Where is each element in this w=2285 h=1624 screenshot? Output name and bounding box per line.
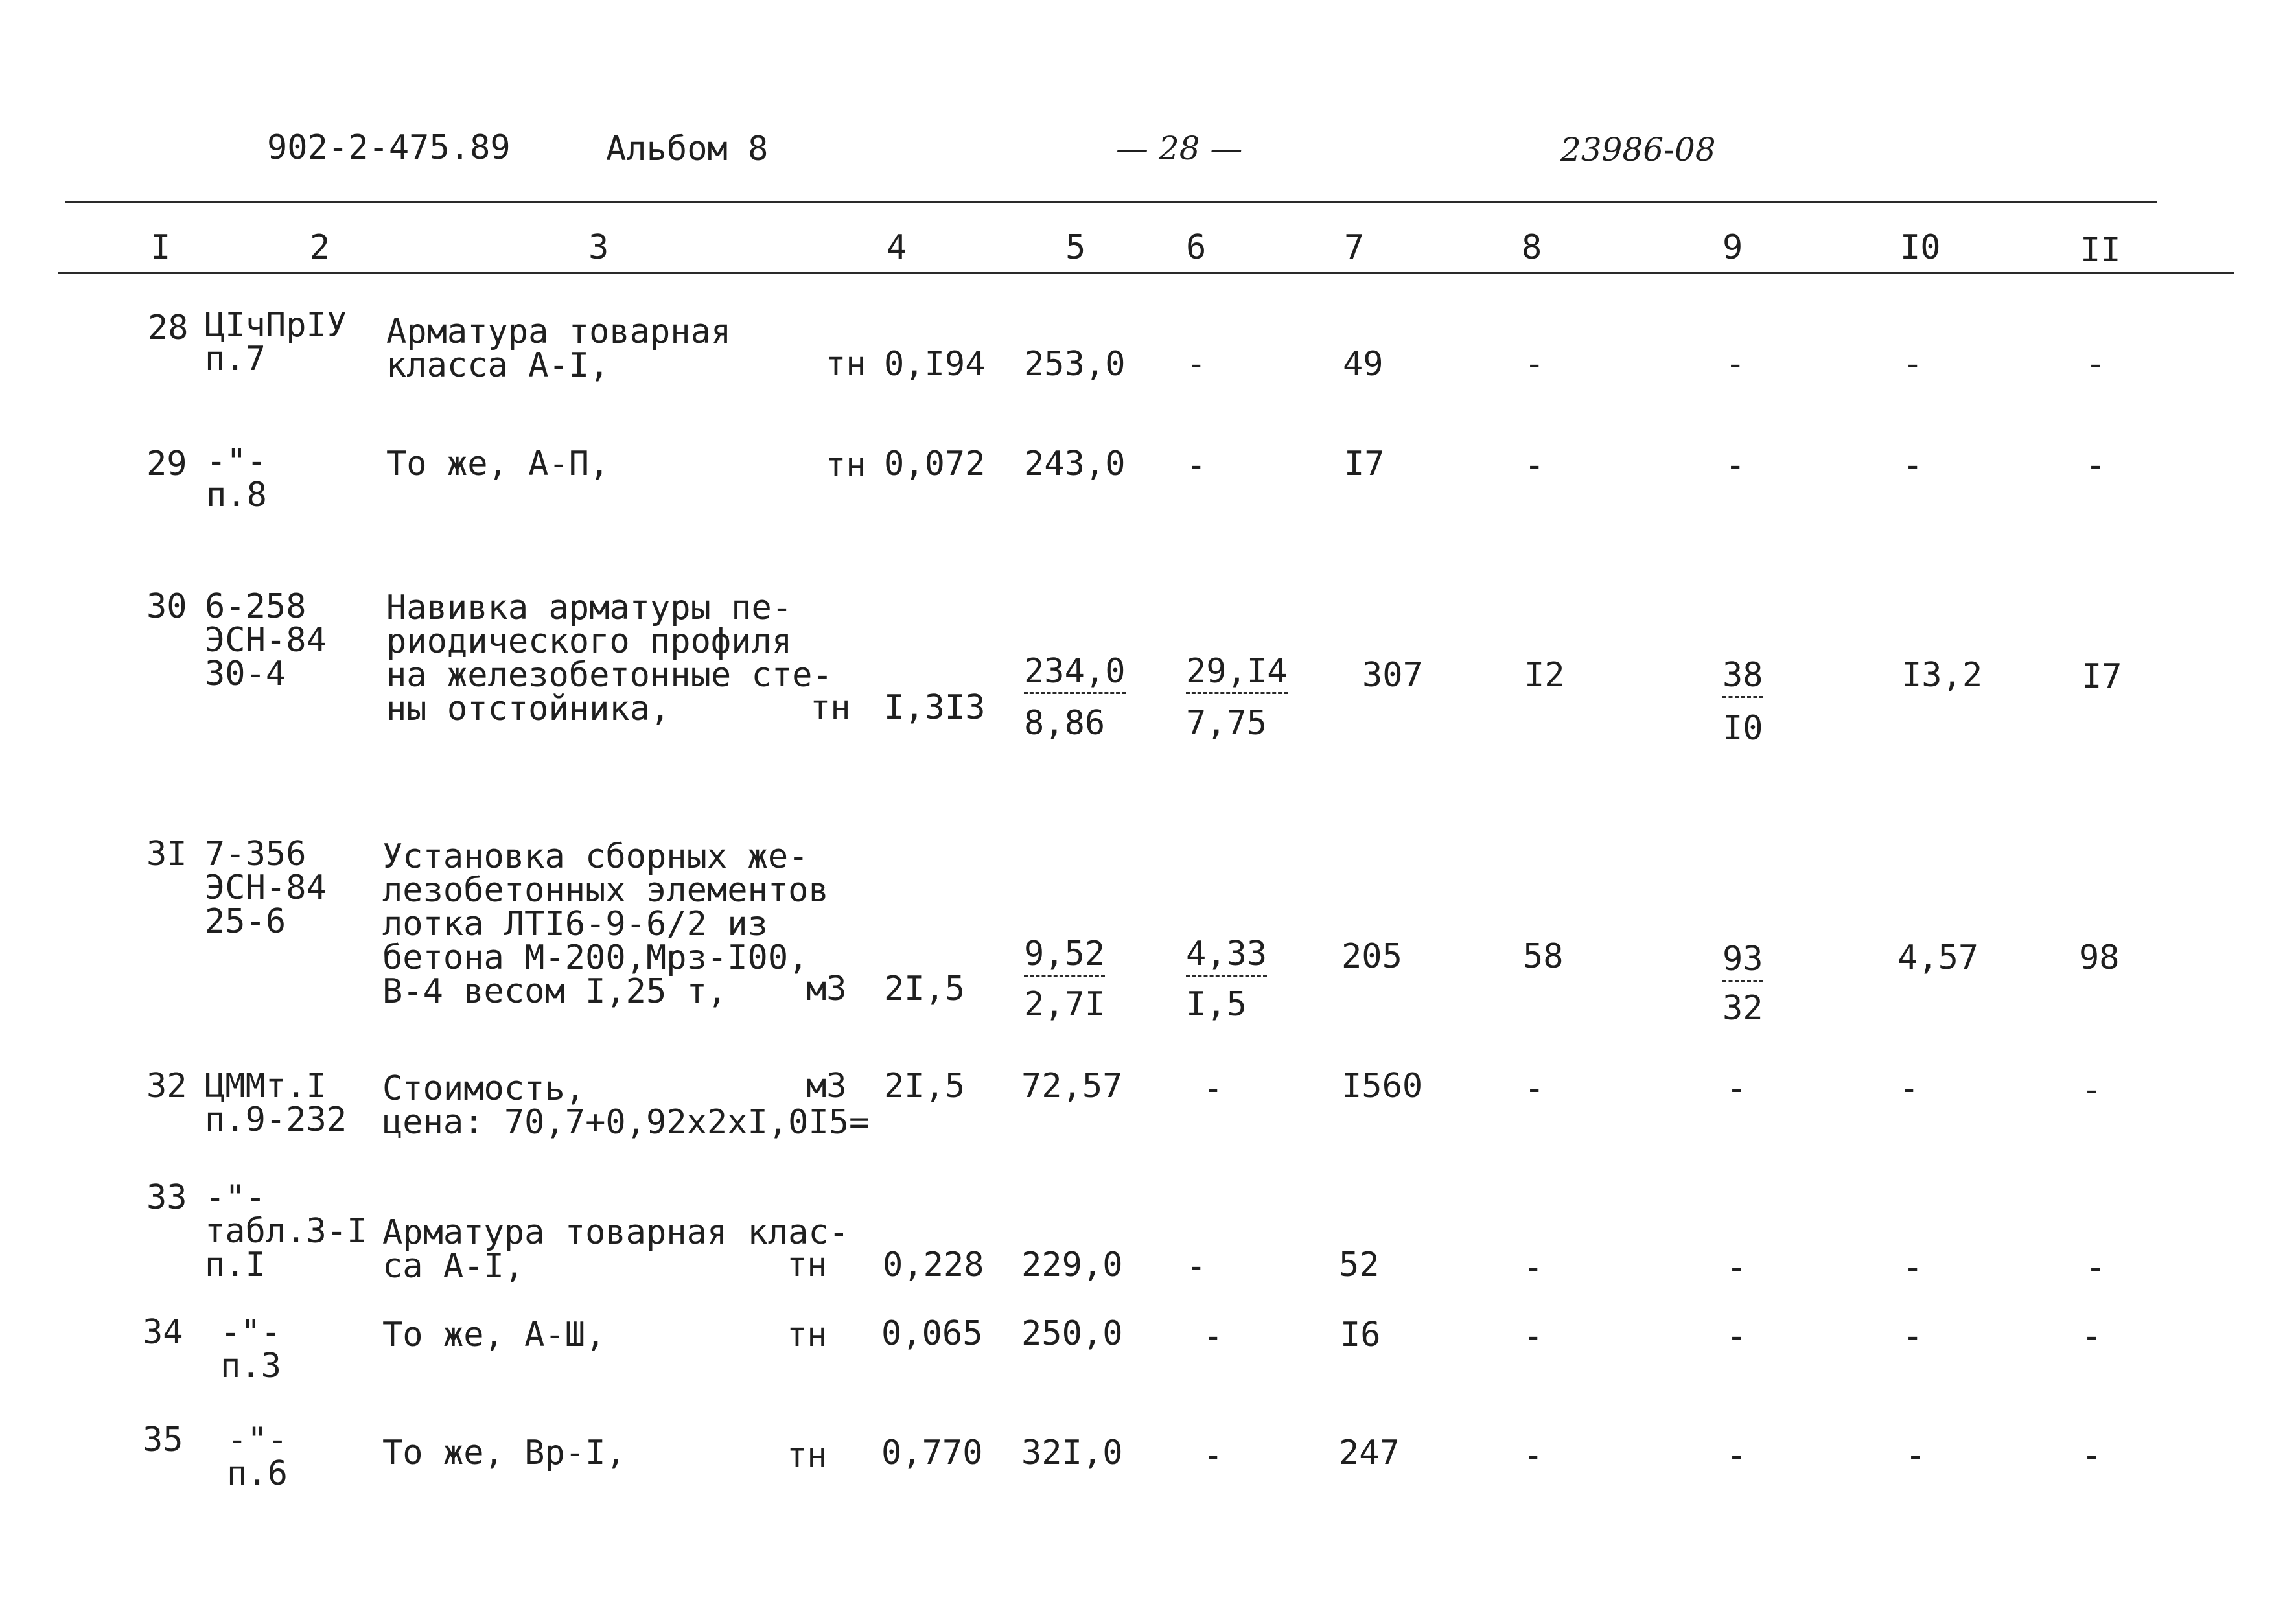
- row-quantity: 0,228: [883, 1246, 984, 1284]
- top-rule: [65, 201, 2157, 203]
- row-col6: -: [1186, 1247, 1207, 1286]
- album-label: Альбом 8: [606, 130, 769, 168]
- row-description: Навивка арматуры пе- риодического профиля на железобетонные сте- ны отстойника,: [386, 588, 833, 728]
- row-description: То же, А-П,: [386, 445, 610, 483]
- row-col5: 250,0: [1021, 1314, 1123, 1353]
- col-header-11: II: [2080, 231, 2121, 270]
- row-col10: -: [1903, 345, 1923, 384]
- row-description: Установка сборных же- лезобетонных элементов лотка ЛТI6-9-6/2 из бетона М-200,Мрз-I00, В-4 весом I,25 т,: [382, 837, 829, 1011]
- row-col5: 32I,0: [1021, 1433, 1123, 1472]
- row-quantity: 0,I94: [884, 345, 986, 384]
- document-code: 902-2-475.89: [267, 128, 511, 167]
- row-col5-numerator: 234,0: [1024, 652, 1126, 694]
- row-col10: -: [1905, 1436, 1926, 1475]
- row-description: Арматура товарная клас- са А-I,: [382, 1213, 850, 1286]
- row-col9: -: [1725, 446, 1746, 485]
- row-col10: I3,2: [1901, 656, 1983, 695]
- row-col6-denominator: 7,75: [1186, 704, 1268, 743]
- row-col7: 307: [1362, 656, 1423, 695]
- row-number: 3I: [146, 835, 187, 874]
- row-col8: -: [1523, 1436, 1544, 1475]
- row-col5: 253,0: [1024, 345, 1126, 384]
- row-code: -"- табл.3-I п.I: [205, 1178, 367, 1284]
- row-col6: -: [1186, 345, 1207, 384]
- row-col10: -: [1899, 1069, 1920, 1108]
- row-col5-denominator: 8,86: [1024, 704, 1106, 743]
- row-col8: -: [1523, 1317, 1544, 1356]
- row-number: 29: [146, 445, 187, 483]
- row-quantity: I,3I3: [884, 688, 986, 727]
- row-col11: -: [2085, 345, 2106, 384]
- row-unit: тн: [787, 1316, 828, 1354]
- row-col9-numerator: 38: [1722, 656, 1763, 698]
- row-col7: 49: [1343, 345, 1384, 384]
- row-description: Арматура товарная класса А-I,: [386, 312, 732, 385]
- row-code: ЦММт.I п.9-232: [205, 1067, 347, 1139]
- row-col7: 52: [1339, 1246, 1380, 1284]
- col-header-6: 6: [1186, 228, 1207, 267]
- row-code: ЦIчПрIУ п.7: [205, 306, 347, 378]
- row-col10: -: [1903, 1317, 1923, 1356]
- col-header-1: I: [150, 228, 171, 267]
- row-col9-denominator: I0: [1722, 709, 1763, 748]
- row-col8: -: [1524, 446, 1545, 485]
- row-col11: -: [2085, 446, 2106, 485]
- row-quantity: 0,072: [884, 445, 986, 483]
- row-col5: 229,0: [1021, 1246, 1123, 1284]
- row-number: 35: [143, 1421, 183, 1459]
- row-col10: -: [1903, 1248, 1923, 1287]
- row-col8: -: [1524, 1069, 1545, 1108]
- row-col8: -: [1523, 1248, 1544, 1287]
- row-number: 32: [146, 1067, 187, 1106]
- row-code: -"- п.6: [227, 1421, 288, 1493]
- row-col6-numerator: 29,I4: [1186, 652, 1288, 694]
- row-col8: -: [1524, 345, 1545, 384]
- row-unit: тн: [787, 1436, 828, 1475]
- row-col5: 243,0: [1024, 445, 1126, 483]
- row-col11: 98: [2079, 938, 2120, 977]
- row-col5-numerator: 9,52: [1024, 934, 1105, 977]
- row-col9: -: [1726, 1069, 1747, 1108]
- row-col6: -: [1186, 446, 1207, 485]
- row-col8: I2: [1524, 656, 1565, 695]
- row-unit: тн: [810, 688, 851, 727]
- row-col7: I560: [1341, 1067, 1423, 1106]
- col-header-3: 3: [588, 228, 609, 267]
- col-header-10: I0: [1900, 228, 1941, 267]
- row-col7: I6: [1340, 1316, 1381, 1354]
- row-col11: I7: [2082, 657, 2122, 696]
- row-col9: -: [1725, 345, 1746, 384]
- col-header-4: 4: [887, 228, 907, 267]
- row-col11: -: [2085, 1248, 2106, 1287]
- row-quantity: 0,770: [881, 1433, 983, 1472]
- row-number: 28: [148, 308, 189, 347]
- row-unit: м3: [806, 969, 847, 1008]
- row-col7: 247: [1339, 1433, 1400, 1472]
- row-col11: -: [2082, 1436, 2102, 1475]
- row-col6: -: [1203, 1317, 1224, 1356]
- row-quantity: 0,065: [881, 1314, 983, 1353]
- row-col11: -: [2082, 1071, 2102, 1109]
- row-unit: тн: [826, 446, 866, 485]
- inventory-number: 23986-08: [1560, 131, 1716, 168]
- row-col7: 205: [1341, 937, 1402, 976]
- row-col8: 58: [1523, 937, 1564, 976]
- row-description: То же, Вр-I,: [382, 1433, 626, 1472]
- row-col9: -: [1726, 1248, 1747, 1287]
- row-col6: -: [1203, 1069, 1224, 1108]
- row-col10: -: [1903, 446, 1923, 485]
- row-col7: I7: [1344, 445, 1385, 483]
- row-description: То же, А-Ш,: [382, 1316, 606, 1354]
- row-code: -"- п.8: [206, 442, 267, 515]
- row-col9: -: [1726, 1436, 1747, 1475]
- row-col9: -: [1726, 1317, 1747, 1356]
- col-header-2: 2: [310, 228, 331, 267]
- row-col5: 72,57: [1021, 1067, 1123, 1106]
- row-unit: м3: [806, 1067, 847, 1106]
- row-description: Стоимость, цена: 70,7+0,92х2хI,0I5=: [382, 1069, 870, 1142]
- header-bottom-rule: [58, 272, 2234, 274]
- row-col6-numerator: 4,33: [1186, 934, 1267, 977]
- row-col6-denominator: I,5: [1186, 985, 1247, 1024]
- row-quantity: 2I,5: [884, 1067, 966, 1106]
- page-number: — 28 —: [1116, 130, 1243, 167]
- col-header-5: 5: [1065, 228, 1086, 267]
- row-col5-denominator: 2,7I: [1024, 985, 1106, 1024]
- col-header-9: 9: [1722, 228, 1743, 267]
- row-code: -"- п.3: [220, 1313, 281, 1386]
- row-unit: тн: [826, 345, 866, 384]
- row-unit: тн: [787, 1246, 828, 1284]
- row-code: 7-356 ЭСН-84 25-6: [205, 835, 327, 941]
- row-col11: -: [2082, 1317, 2102, 1356]
- row-col10: 4,57: [1897, 938, 1979, 977]
- row-number: 30: [146, 587, 187, 626]
- row-quantity: 2I,5: [884, 969, 966, 1008]
- row-code: 6-258 ЭСН-84 30-4: [205, 587, 327, 693]
- row-col9-numerator: 93: [1722, 940, 1763, 982]
- row-col9-denominator: 32: [1722, 989, 1763, 1028]
- col-header-7: 7: [1344, 228, 1365, 267]
- row-number: 34: [143, 1313, 183, 1352]
- col-header-8: 8: [1522, 228, 1542, 267]
- row-col6: -: [1203, 1436, 1224, 1475]
- row-number: 33: [146, 1178, 187, 1217]
